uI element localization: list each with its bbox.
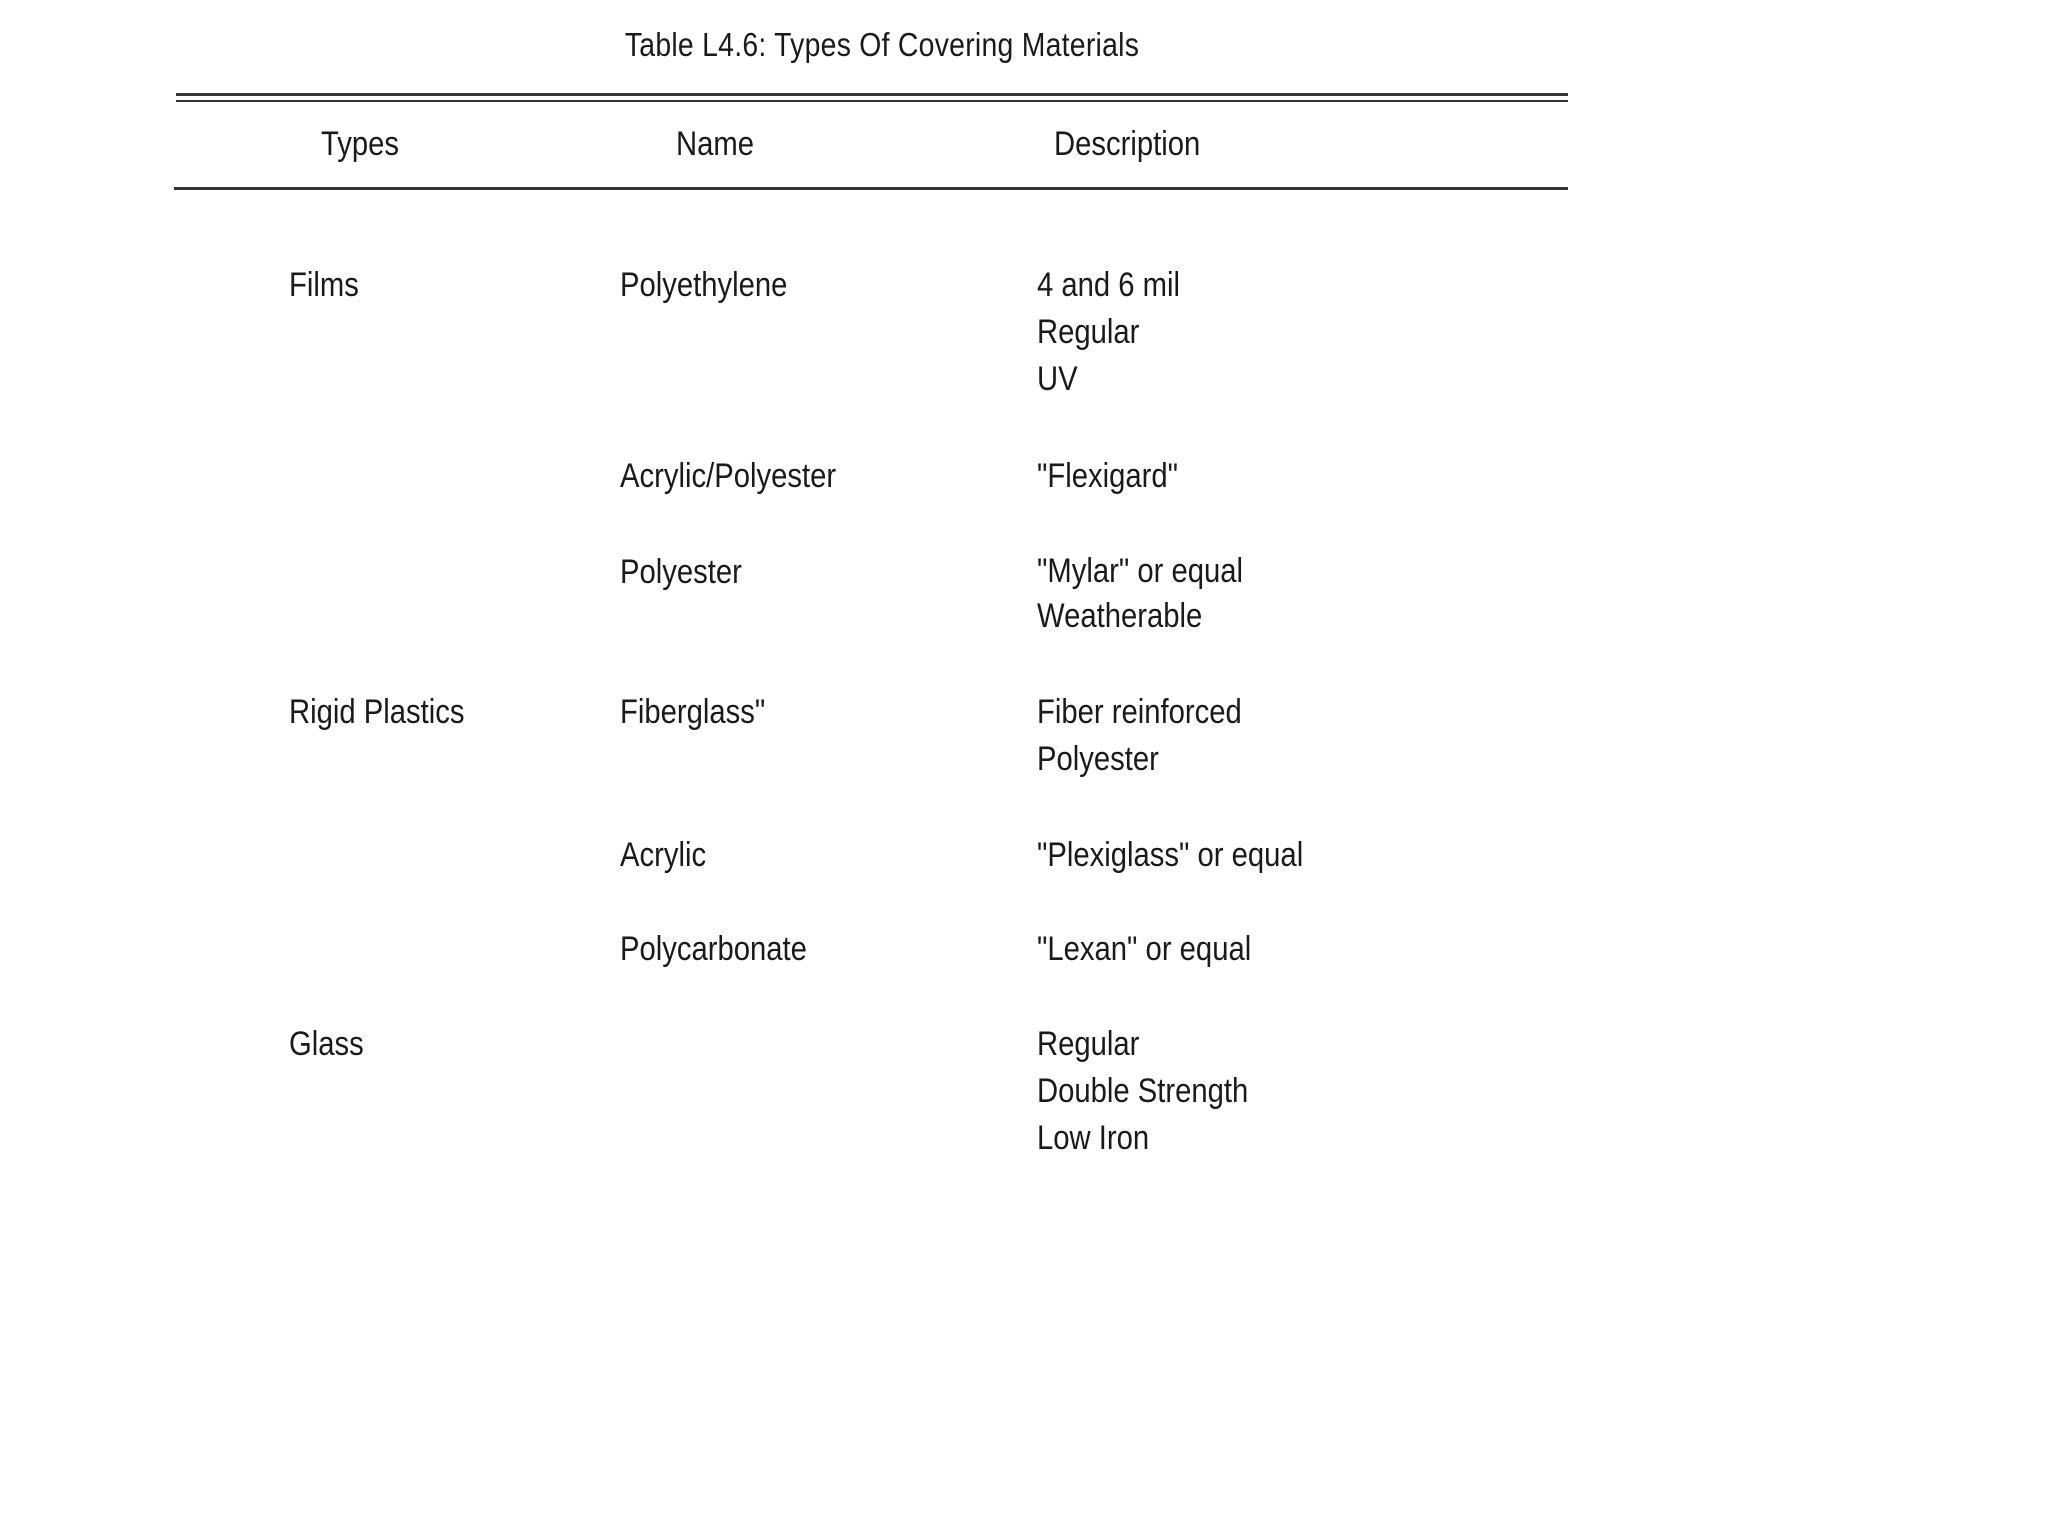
- description-line: "Flexigard": [1037, 457, 1179, 495]
- description-line: Double Strength: [1037, 1072, 1249, 1110]
- top-double-rule-upper: [176, 93, 1568, 96]
- cell-description: [1037, 262, 1180, 403]
- cell-description: [1037, 453, 1178, 500]
- header-name: Name: [676, 125, 755, 163]
- cell-name: Fiberglass": [620, 693, 766, 731]
- cell-name: Acrylic/Polyester: [620, 457, 837, 495]
- cell-description: [1037, 926, 1251, 973]
- cell-description: [1037, 689, 1242, 783]
- header-types: Types: [321, 125, 400, 163]
- header-bottom-rule: [174, 187, 1568, 190]
- table-caption: Table L4.6: Types Of Covering Materials: [624, 26, 1140, 63]
- cell-name: Polyester: [620, 553, 742, 591]
- description-line: Regular: [1037, 1025, 1140, 1063]
- header-description: Description: [1054, 125, 1201, 163]
- top-double-rule-lower: [176, 100, 1568, 102]
- cell-type: Films: [289, 266, 359, 304]
- description-line: "Mylar" or equal: [1037, 552, 1244, 590]
- cell-name: Polyethylene: [620, 266, 788, 304]
- description-line: "Plexiglass" or equal: [1037, 836, 1304, 874]
- description-line: Weatherable: [1037, 597, 1203, 635]
- description-line: 4 and 6 mil: [1037, 266, 1181, 304]
- description-line: UV: [1037, 360, 1078, 398]
- cell-description: [1037, 832, 1303, 879]
- cell-description: [1037, 1021, 1248, 1162]
- cell-type: Rigid Plastics: [289, 693, 465, 731]
- description-line: Polyester: [1037, 740, 1159, 778]
- description-line: Low Iron: [1037, 1119, 1150, 1157]
- cell-description: [1037, 549, 1243, 639]
- cell-name: Acrylic: [620, 836, 707, 874]
- cell-name: Polycarbonate: [620, 930, 807, 968]
- cell-type: Glass: [289, 1025, 364, 1063]
- description-line: Fiber reinforced: [1037, 693, 1242, 731]
- description-line: "Lexan" or equal: [1037, 930, 1252, 968]
- description-line: Regular: [1037, 313, 1140, 351]
